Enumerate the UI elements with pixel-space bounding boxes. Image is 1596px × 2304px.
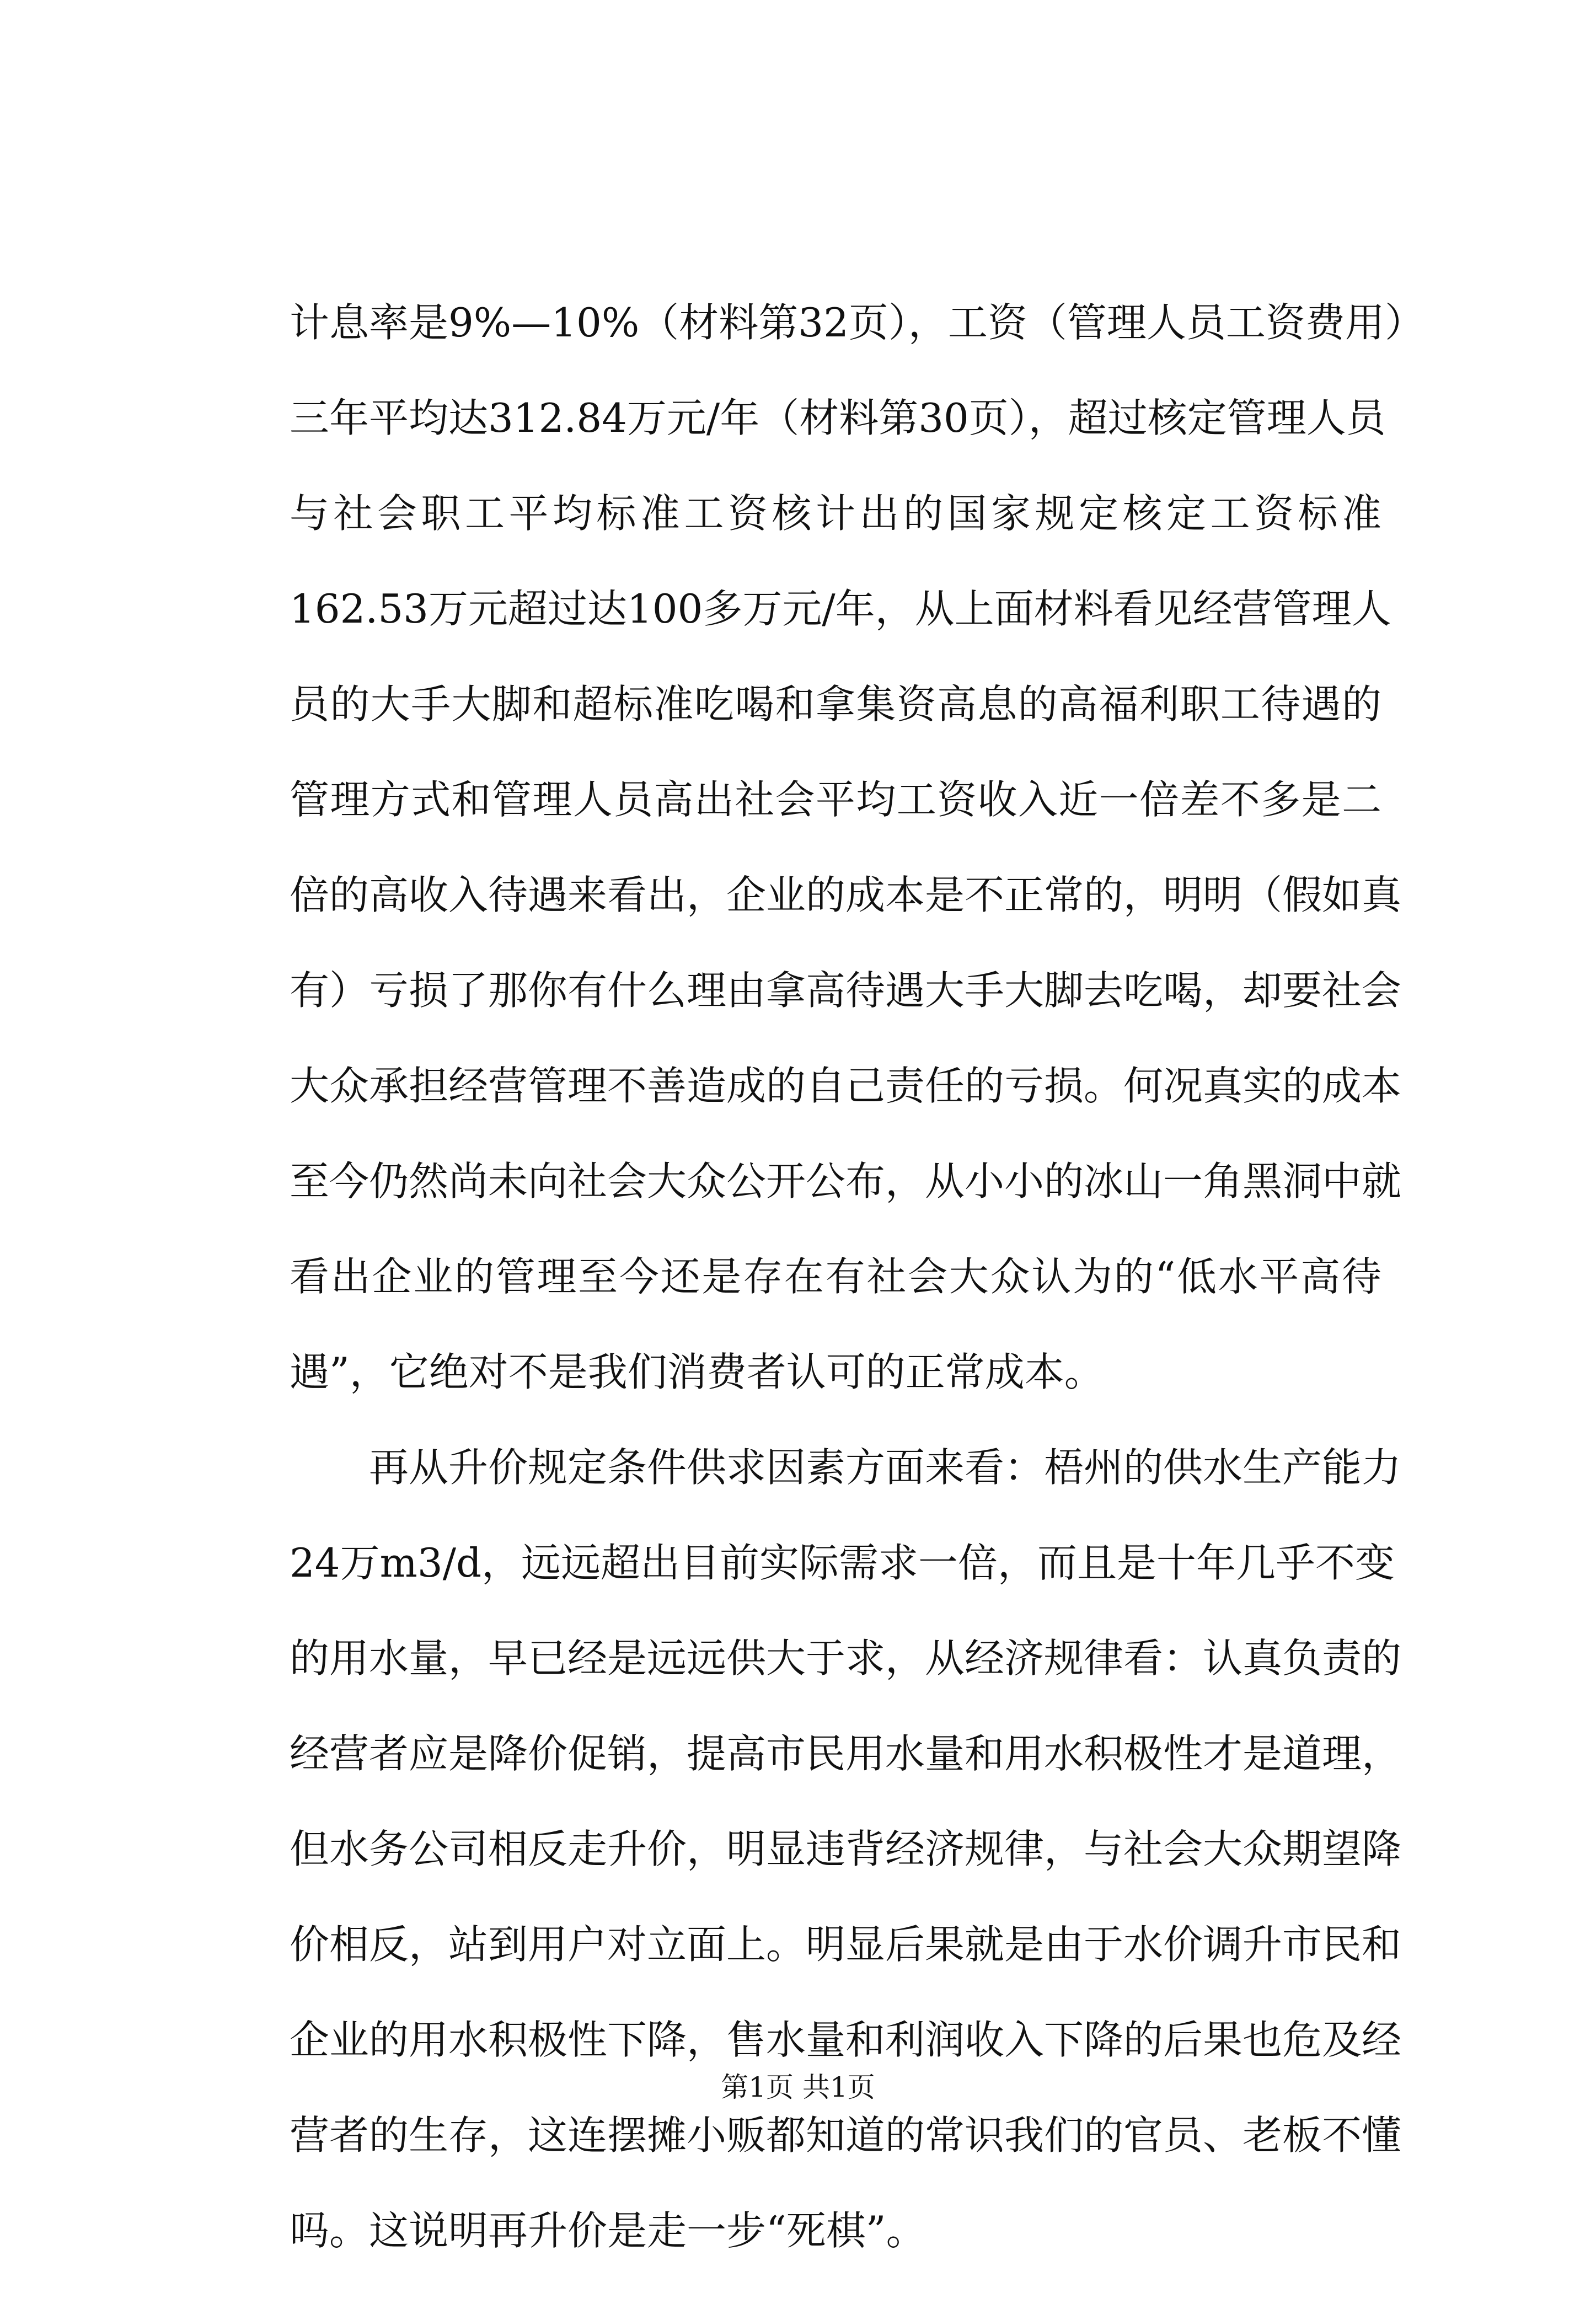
text-line: 至今仍然尚未向社会大众公开公布，从小小的冰山一角黑洞中就 bbox=[290, 1158, 1402, 1204]
text-line: 管理方式和管理人员高出社会平均工资收入近一倍差不多是二 bbox=[290, 776, 1381, 823]
text-line: 大众承担经营管理不善造成的自己责任的亏损。何况真实的成本 bbox=[290, 1063, 1402, 1109]
paragraph-start-line: 再从升价规定条件供求因素方面来看：梧州的供水生产能力 bbox=[369, 1444, 1402, 1491]
text-line: 看出企业的管理至今还是存在有社会大众认为的“低水平高待 bbox=[290, 1253, 1381, 1300]
text-line: 价相反，站到用户对立面上。明显后果就是由于水价调升市民和 bbox=[290, 1921, 1402, 1968]
text-line: 经营者应是降价促销，提高市民用水量和用水积极性才是道理， bbox=[290, 1730, 1402, 1777]
text-line: 营者的生存，这连摆摊小贩都知道的常识我们的官员、老板不懂 bbox=[290, 2112, 1402, 2158]
document-body bbox=[290, 299, 1424, 2304]
text-line: 计息率是9%—10%（材料第32页），工资（管理人员工资费用） bbox=[290, 299, 1424, 346]
text-line: 但水务公司相反走升价，明显违背经济规律，与社会大众期望降 bbox=[290, 1826, 1402, 1872]
paragraph-end-line: 遇”，它绝对不是我们消费者认可的正常成本。 bbox=[290, 1349, 1104, 1395]
paragraph-end-line: 吗。这说明再升价是走一步“死棋”。 bbox=[290, 2207, 926, 2254]
page-footer: 第1页 共1页 bbox=[721, 2071, 875, 2103]
text-line: 员的大手大脚和超标准吃喝和拿集资高息的高福利职工待遇的 bbox=[290, 681, 1381, 727]
text-line: 162.53万元超过达100多万元/年，从上面材料看见经营管理人 bbox=[290, 586, 1391, 632]
text-line: 24万m3/d，远远超出目前实际需求一倍，而且是十年几乎不变 bbox=[290, 1540, 1395, 1586]
text-line: 企业的用水积极性下降，售水量和利润收入下降的后果也危及经 bbox=[290, 2017, 1402, 2063]
text-line: 倍的高收入待遇来看出，企业的成本是不正常的，明明（假如真 bbox=[290, 872, 1402, 918]
text-line: 的用水量，早已经是远远供大于求，从经济规律看：认真负责的 bbox=[290, 1635, 1402, 1681]
text-line: 与社会职工平均标准工资核计出的国家规定核定工资标准 bbox=[290, 490, 1381, 537]
text-line: 有）亏损了那你有什么理由拿高待遇大手大脚去吃喝，却要社会 bbox=[290, 967, 1402, 1014]
text-line: 三年平均达312.84万元/年（材料第30页），超过核定管理人员 bbox=[290, 395, 1386, 441]
